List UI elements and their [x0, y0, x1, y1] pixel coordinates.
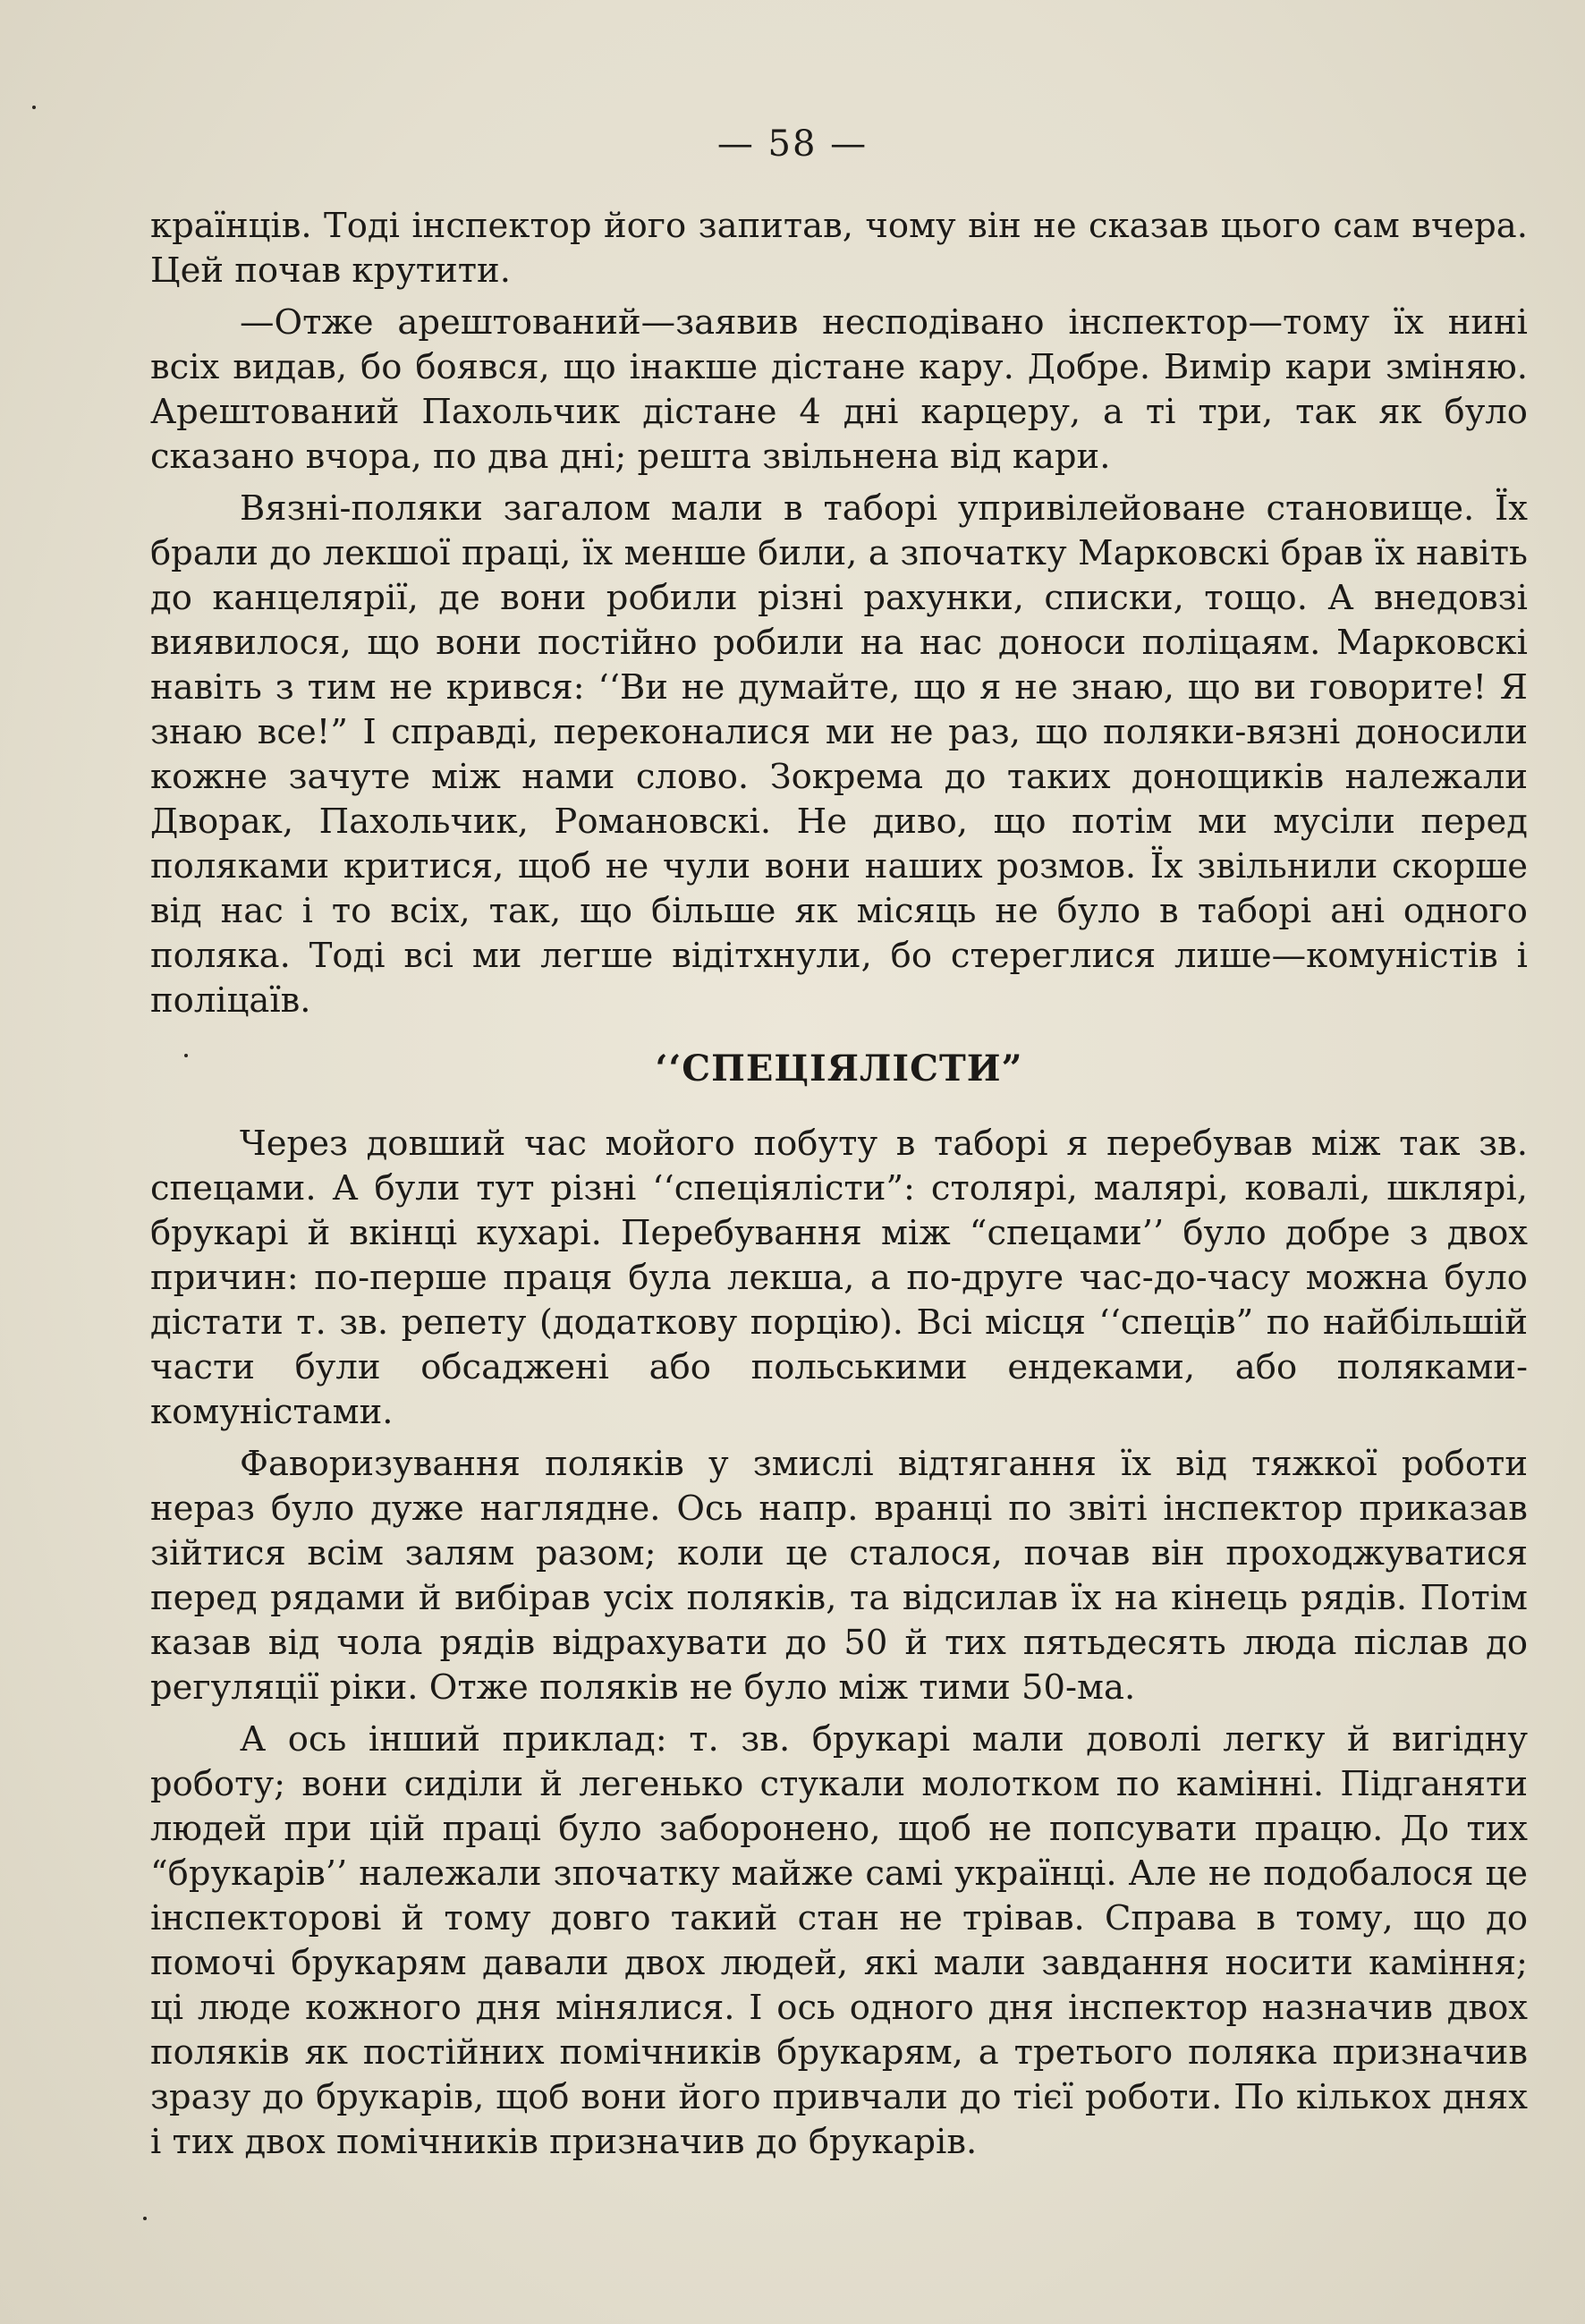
paragraph: країнців. Тоді інспектор його запитав, чому він не сказав цього сам вчера. Цей почав крутити.: [150, 206, 1528, 291]
page-body-text: [150, 204, 1528, 2172]
paragraph: Фаворизування поляків у змислі відтягання їх від тяжкої роботи нераз було дуже наглядне. Ось напр. вранці по звіті інспектор приказав зійтися всім залям разом; коли це сталося, почав він проходжуватися перед рядами й вибірав усіх поляків, та відсилав їх на кінець рядів. Потім казав від чола рядів відрахувати до 50 й тих пятьдесять люда післав до регуляції ріки. Отже поляків не було між тими 50-ма.: [150, 1444, 1528, 1708]
paragraph: А ось інший приклад: т. зв. брукарі мали доволі легку й вигідну роботу; вони сиділи й легенько стукали молотком по камінні. Підганяти людей при цій праці було заборонено, щоб не попсувати працю. До тих “брукарів’’ належали зпочатку майже самі українці. Але не подобалося це інспекторові й тому довго такий стан не трівав. Справа в тому, що до помочі брукарям давали двох людей, які мали завдання носити каміння; ці люде кожного дня мінялися. І ось одного дня інспектор назначив двох поляків як постійних помічників брукарям, а третього поляка призначив зразу до брукарів, щоб вони його привчали до тієї роботи. По кількох днях і тих двох помічників призначив до брукарів.: [150, 1719, 1528, 2162]
paper-speck: [32, 106, 36, 109]
section-heading: ‘‘СПЕЦІЯЛІСТИ”: [655, 1047, 1023, 1090]
page-number: — 58 —: [716, 123, 869, 165]
paragraph: Вязні-поляки загалом мали в таборі упривілейоване становище. Їх брали до лекшої праці, їх менше били, а зпочатку Марковскі брав їх навіть до канцелярії, де вони робили різні рахунки, списки, тощо. А внедовзі виявилося, що вони постійно робили на нас доноси поліцаям. Марковскі навіть з тим не крився: ‘‘Ви не думайте, що я не знаю, що ви говорите! Я знаю все!” І справді, переконалися ми не раз, що поляки-вязні доносили кожне зачуте між нами слово. Зокрема до таких донощиків належали Дворак, Пахольчик, Романовскі. Не диво, що потім ми мусіли перед поляками критися, щоб не чули вони наших розмов. Їх звільнили скорше від нас і то всіх, так, що більше як місяць не було в таборі ані одного поляка. Тоді всі ми легше відітхнули, бо стереглися лише—комуністів і поліцаїв.: [150, 488, 1528, 1021]
paper-speck: [143, 2217, 147, 2220]
paragraph: —Отже арештований—заявив несподівано інспектор—тому їх нині всіх видав, бо боявся, що інакше дістане кару. Добре. Вимір кари зміняю. Арештований Пахольчик дістане 4 дні карцеру, а ті три, так як було сказано вчора, по два дні; решта звільнена від кари.: [150, 302, 1528, 477]
paragraph: Через довший час мойого побуту в таборі я перебував між так зв. спецами. А були тут різні ‘‘спеціялісти”: столярі, малярі, ковалі, шклярі, брукарі й вкінці кухарі. Перебування між “спецами’’ було добре з двох причин: по-перше праця була лекша, а по-друге час-до-часу можна було дістати т. зв. репету (додаткову порцію). Всі місця ‘‘спеців” по найбільшій части були обсаджені або польськими ендеками, або поляками-комуністами.: [150, 1124, 1528, 1432]
paper-speck: [184, 1054, 188, 1057]
